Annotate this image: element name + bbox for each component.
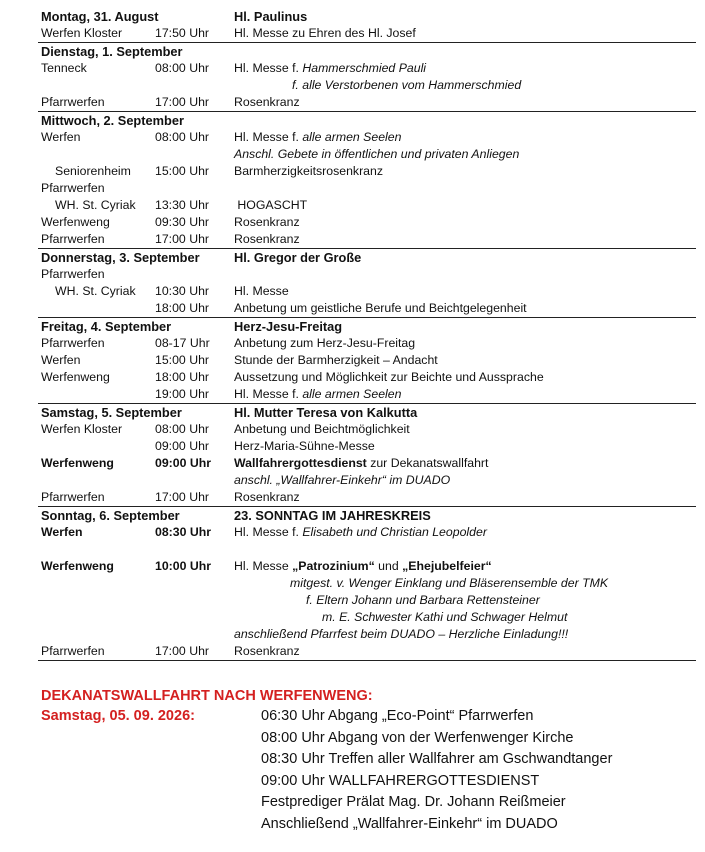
event-row (38, 609, 696, 626)
description-segment: Anschl. Gebete in öffentlichen und privaten Anliegen (234, 147, 520, 161)
event-row (38, 335, 696, 352)
event-row (38, 129, 696, 146)
description-segment: Hl. Messe f. (234, 130, 303, 144)
event-description (234, 163, 383, 180)
event-description (234, 455, 488, 472)
event-time: 15:00 Uhr (155, 353, 210, 367)
day-title: Montag, 31. August (41, 9, 159, 24)
event-location: Pfarrwerfen (41, 644, 105, 658)
event-time: 08-17 Uhr (155, 336, 210, 350)
event-description (234, 369, 544, 386)
description-segment: Hammerschmied Pauli (302, 61, 427, 75)
event-description (234, 421, 410, 438)
program-line: 08:00 Uhr Abgang von der Werfenwenger Kirche (261, 729, 574, 746)
event-location: Werfenweng (41, 370, 110, 384)
event-time: 10:00 Uhr (155, 559, 212, 573)
feast-name: Hl. Paulinus (234, 9, 308, 24)
description-segment: Anbetung um geistliche Berufe und Beichtgelegenheit (234, 301, 527, 315)
event-row (38, 300, 696, 317)
description-segment: Anbetung und Beichtmöglichkeit (234, 422, 410, 436)
event-row (38, 214, 696, 231)
event-location: Werfenweng (41, 456, 114, 470)
description-segment: Stunde der Barmherzigkeit – Andacht (234, 353, 438, 367)
description-segment: f. alle Verstorbenen vom Hammerschmied (292, 78, 522, 92)
program-line: Festprediger Prälat Mag. Dr. Johann Reißmeier (261, 794, 566, 810)
day-block (38, 8, 696, 43)
event-description (322, 609, 567, 626)
event-location: Werfen Kloster (41, 422, 123, 436)
event-row (38, 163, 696, 180)
description-segment: und (374, 559, 403, 573)
event-time: 10:30 Uhr (155, 284, 210, 298)
event-row (38, 541, 696, 558)
description-segment: Rosenkranz (234, 95, 300, 109)
description-segment: Rosenkranz (234, 215, 300, 229)
day-block (38, 43, 696, 112)
event-row (38, 421, 696, 438)
event-description (234, 129, 401, 146)
event-description (234, 489, 300, 506)
program-line: 09:00 Uhr WALLFAHRERGOTTESDIENST (261, 772, 540, 789)
event-location: Pfarrwerfen (41, 95, 105, 109)
event-description (234, 25, 416, 42)
description-segment: Hl. Messe zu Ehren des Hl. Josef (234, 26, 416, 40)
event-description (234, 197, 307, 214)
description-segment: Rosenkranz (234, 490, 300, 504)
description-segment: zur Dekanatswallfahrt (366, 456, 489, 470)
event-description (306, 592, 540, 609)
description-segment: Hl. Messe f. (234, 61, 303, 75)
event-row (38, 180, 696, 197)
description-segment: mitgest. v. Wenger Einklang und Bläserensemble der TMK (290, 576, 609, 590)
event-description (234, 558, 492, 575)
event-row (38, 472, 696, 489)
description-segment: Hl. Messe (234, 284, 289, 298)
event-time: 13:30 Uhr (155, 198, 210, 212)
event-description (234, 60, 426, 77)
description-segment: anschließend Pfarrfest beim DUADO – Herzliche Einladung!!! (234, 627, 569, 641)
description-segment: Rosenkranz (234, 232, 300, 246)
description-segment: Wallfahrergottesdienst (234, 456, 367, 470)
event-row (38, 25, 696, 42)
description-segment: Elisabeth und Christian Leopolder (302, 525, 487, 539)
day-header (38, 8, 696, 25)
description-segment: f. Eltern Johann und Barbara Rettensteiner (306, 593, 540, 607)
description-segment: „Ehejubelfeier“ (402, 559, 492, 573)
event-location: WH. St. Cyriak (55, 198, 136, 212)
event-location: Seniorenheim (55, 164, 131, 178)
event-row (38, 643, 696, 660)
event-row (38, 626, 696, 643)
program-line: Anschließend „Wallfahrer-Einkehr“ im DUADO (261, 815, 558, 832)
description-segment: Hl. Messe (234, 559, 293, 573)
event-location: Pfarrwerfen (41, 181, 105, 195)
event-description (234, 438, 375, 455)
description-segment: m. E. Schwester Kathi und Schwager Helmut (322, 610, 568, 624)
event-location: WH. St. Cyriak (55, 284, 136, 298)
description-segment: Herz-Maria-Sühne-Messe (234, 439, 375, 453)
event-description (234, 214, 300, 231)
day-title: Dienstag, 1. September (41, 44, 183, 59)
event-row (38, 60, 696, 77)
day-title: Sonntag, 6. September (41, 508, 180, 523)
event-time: 17:50 Uhr (155, 26, 210, 40)
feast-name: Hl. Gregor der Große (234, 250, 362, 265)
event-row (38, 283, 696, 300)
day-title: Freitag, 4. September (41, 319, 172, 334)
event-location: Werfen (41, 353, 81, 367)
event-time: 17:00 Uhr (155, 644, 210, 658)
day-title: Mittwoch, 2. September (41, 113, 184, 128)
feast-name: Herz-Jesu-Freitag (234, 319, 343, 334)
event-row (38, 575, 696, 592)
event-location: Werfen (41, 525, 83, 539)
event-row (38, 369, 696, 386)
day-header (38, 404, 696, 421)
event-time: 15:00 Uhr (155, 164, 210, 178)
description-segment: HOGASCHT (234, 198, 308, 212)
event-description (290, 575, 608, 592)
event-description (234, 300, 527, 317)
pilgrimage-date: Samstag, 05. 09. 2026: (41, 708, 195, 724)
day-title: Donnerstag, 3. September (41, 250, 200, 265)
event-description (234, 626, 568, 643)
event-description (292, 77, 521, 94)
event-row (38, 266, 696, 283)
pilgrimage-program (261, 706, 612, 835)
description-segment: Anbetung zum Herz-Jesu-Freitag (234, 336, 416, 350)
event-time: 18:00 Uhr (155, 301, 210, 315)
event-time: 09:00 Uhr (155, 439, 210, 453)
event-description (234, 231, 300, 248)
event-row (38, 352, 696, 369)
event-location: Werfen (41, 130, 81, 144)
day-block (38, 507, 696, 661)
event-location: Pfarrwerfen (41, 232, 105, 246)
description-segment: Rosenkranz (234, 644, 300, 658)
description-segment: Hl. Messe f. (234, 387, 303, 401)
day-block (38, 318, 696, 404)
event-row (38, 94, 696, 111)
event-time: 17:00 Uhr (155, 95, 210, 109)
program-line: 08:30 Uhr Treffen aller Wallfahrer am Gschwandtanger (261, 751, 613, 767)
description-segment: Hl. Messe f. (234, 525, 303, 539)
event-location: Werfenweng (41, 559, 114, 573)
day-block (38, 249, 696, 318)
event-description (234, 352, 438, 369)
feast-name: Hl. Mutter Teresa von Kalkutta (234, 405, 418, 420)
event-time: 17:00 Uhr (155, 490, 210, 504)
day-header (38, 507, 696, 524)
event-row (38, 146, 696, 163)
day-title: Samstag, 5. September (41, 405, 182, 420)
event-time: 08:00 Uhr (155, 422, 210, 436)
day-header (38, 112, 696, 129)
feast-name: 23. SONNTAG IM JAHRESKREIS (234, 508, 431, 523)
event-location: Tenneck (41, 61, 87, 75)
event-description (234, 386, 401, 403)
event-description (234, 94, 300, 111)
event-row (38, 558, 696, 575)
event-description (234, 524, 487, 541)
description-segment: alle armen Seelen (302, 387, 402, 401)
description-segment: alle armen Seelen (302, 130, 402, 144)
event-description (234, 335, 415, 352)
weekly-schedule (38, 8, 696, 661)
event-time: 18:00 Uhr (155, 370, 210, 384)
event-row (38, 77, 696, 94)
day-block (38, 404, 696, 507)
event-description (234, 643, 300, 660)
event-time: 08:00 Uhr (155, 61, 210, 75)
event-time: 17:00 Uhr (155, 232, 210, 246)
event-row (38, 524, 696, 541)
event-time: 19:00 Uhr (155, 387, 210, 401)
event-time: 08:00 Uhr (155, 130, 210, 144)
event-location: Werfenweng (41, 215, 110, 229)
pilgrimage-section (41, 686, 701, 832)
event-description (234, 283, 289, 300)
event-description (234, 146, 519, 163)
pilgrimage-heading: DEKANATSWALLFAHRT NACH WERFENWENG: (41, 688, 373, 704)
event-location: Werfen Kloster (41, 26, 123, 40)
event-time: 09:30 Uhr (155, 215, 210, 229)
event-time: 09:00 Uhr (155, 456, 212, 470)
event-location: Pfarrwerfen (41, 490, 105, 504)
event-row (38, 455, 696, 472)
description-segment: anschl. „Wallfahrer-Einkehr“ im DUADO (234, 473, 451, 487)
event-time: 08:30 Uhr (155, 525, 212, 539)
event-location: Pfarrwerfen (41, 267, 105, 281)
day-header (38, 43, 696, 60)
day-header (38, 318, 696, 335)
day-block (38, 112, 696, 249)
program-line: 06:30 Uhr Abgang „Eco-Point“ Pfarrwerfen (261, 708, 534, 724)
event-row (38, 386, 696, 403)
description-segment: Barmherzigkeitsrosenkranz (234, 164, 383, 178)
description-segment: „Patrozinium“ (292, 559, 375, 573)
event-row (38, 592, 696, 609)
event-row (38, 438, 696, 455)
event-description (234, 472, 450, 489)
event-row (38, 489, 696, 506)
event-location: Pfarrwerfen (41, 336, 105, 350)
event-row (38, 231, 696, 248)
day-header (38, 249, 696, 266)
event-row (38, 197, 696, 214)
description-segment: Aussetzung und Möglichkeit zur Beichte und Aussprache (234, 370, 544, 384)
